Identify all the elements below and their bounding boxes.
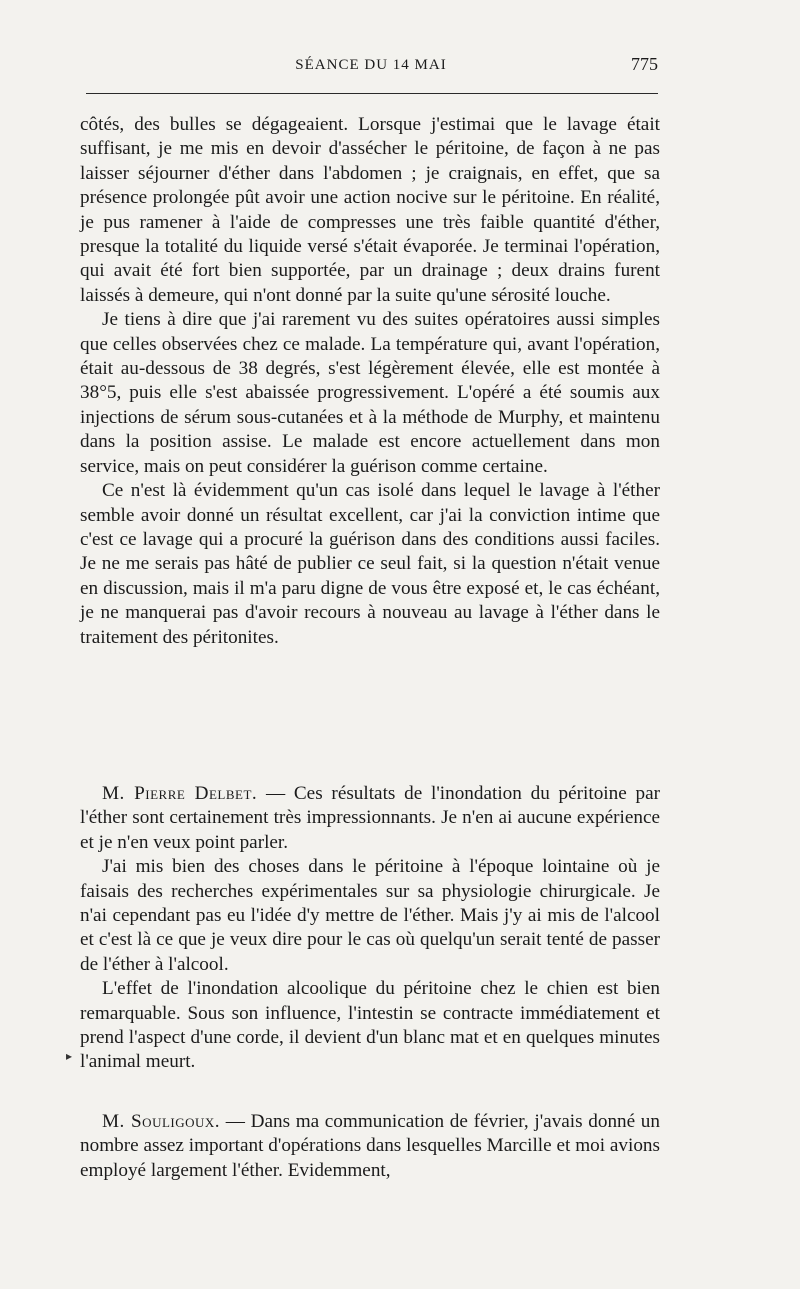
margin-mark: ▸ (66, 1049, 73, 1063)
paragraph: J'ai mis bien des choses dans le péritoine à l'époque lointaine où je faisais des recherches expérimentales sur sa physiologie chirurgicale. Je n'ai cependant pas eu l'idée d'y mettre de l'éther. Mais j'y ai mis de l'alcool et c'est là ce que je veux dire pour le cas où quelqu'un serait tenté de passer de l'éther à l'alcool. (80, 856, 660, 975)
paragraph: Je tiens à dire que j'ai rarement vu des suites opératoires aussi simples que celles observées chez ce malade. La température qui, avant l'opération, était au-dessous de 38 degrés, s'est légèrement élevée, elle est montée à 38°5, puis elle s'est abaissée progressivement. L'opéré a été soumis aux injections de sérum sous-cutanées et à la méthode de Murphy, et maintenu dans la position assise. Le malade est encore actuellement dans mon service, mais on peut considérer la guérison comme certaine. (80, 309, 660, 477)
speech-text: — Ces résultats de l'inondation du péritoine par l'éther sont certainement très impressionnants. Je n'en ai aucune expérience et je n'en veux point parler. (80, 783, 661, 853)
paragraph (80, 1110, 660, 1183)
paragraph: Ce n'est là évidemment qu'un cas isolé dans lequel le lavage à l'éther semble avoir donné un résultat excellent, car j'ai la conviction intime que c'est ce lavage qui a procuré la guérison dans des conditions aussi faciles. Je ne me serais pas hâté de publier ce seul fait, si la question n'était venue en discussion, mais il m'a paru digne de vous être exposé et, le cas échéant, je ne manquerai pas d'avoir recours à nouveau au lavage à l'éther dans le traitement des péritonites. (80, 480, 660, 648)
paragraph: L'effet de l'inondation alcoolique du péritoine chez le chien est bien remarquable. Sous son influence, l'intestin se contracte immédiatement et prend l'aspect d'une corde, il devient d'un blanc mat et en quelques minutes l'animal meurt. (80, 978, 660, 1073)
header-rule (86, 93, 658, 94)
continued-text-block (80, 113, 660, 650)
page-number: 775 (631, 54, 658, 74)
speaker-name: M. Pierre Delbet. (102, 783, 258, 804)
paragraph: côtés, des bulles se dégageaient. Lorsque j'estimai que le lavage était suffisant, je me mis en devoir d'assécher le péritoine, de façon à ne pas laisser séjourner d'éther dans l'abdomen ; je craignais, en effet, que sa présence prolongée pût avoir une action nocive sur le péritoine. En réalité, je pus ramener à l'aide de compresses une très faible quantité d'éther, presque la totalité du liquide versé s'était évaporée. Je terminai l'opération, qui avait été fort bien supportée, par un drainage ; deux drains furent laissés à demeure, qui n'ont donné par la suite qu'une sérosité louche. (80, 114, 660, 306)
paragraph (80, 782, 660, 855)
speaker-name: M. Souligoux. (102, 1111, 221, 1132)
delbet-intervention (80, 782, 660, 1075)
running-header (84, 54, 658, 80)
header-title: SÉANCE DU 14 MAI (295, 57, 447, 73)
speech-text: — Dans ma communication de février, j'avais donné un nombre assez important d'opérations dans lesquelles Marcille et moi avions employé largement l'éther. Evidemment, (80, 1111, 660, 1181)
souligoux-intervention (80, 1110, 660, 1183)
